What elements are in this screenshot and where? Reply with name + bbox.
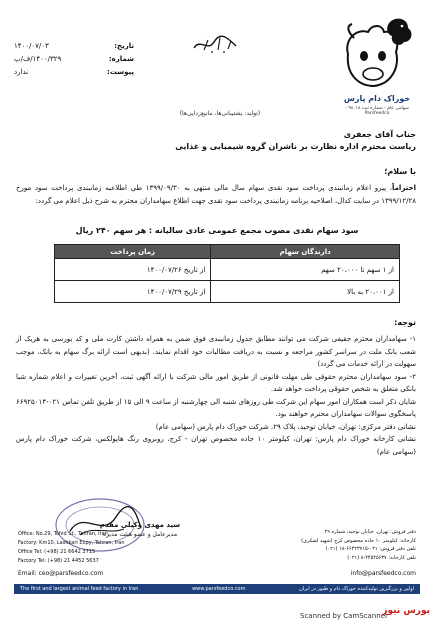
footer-banner bbox=[14, 584, 420, 594]
table-row bbox=[55, 281, 400, 303]
bourse-news-watermark: بورس نیوز bbox=[382, 606, 430, 616]
dividend-table-title: سود سهام نقدی مصوب مجمع عمومی عادی سالیانه : هر سهم ۲۴۰ ریال bbox=[75, 226, 359, 235]
attachment-label: پیوست: bbox=[107, 68, 134, 76]
table-header-row bbox=[55, 245, 400, 259]
footer-office-tel: Office Tel: (+98) 21 6642 3715 bbox=[18, 549, 96, 555]
basmala-calligraphy bbox=[190, 32, 240, 56]
body-lead: احتراماً bbox=[391, 184, 416, 192]
footer-email[interactable]: Email: ceo@parsfeedco.com bbox=[18, 570, 104, 577]
recipient-title: ریاست محترم اداره نظارت بر ناشران گروه شیمیایی و غذایی bbox=[175, 142, 416, 151]
note-item-4: نشانی دفتر مرکزی: تهران، خیابان توحید، پلاک ۲۹، شرکت خوراک دام پارس (سهامی عام) bbox=[155, 422, 416, 431]
footer-website[interactable]: info@parsfeedco.com bbox=[350, 570, 416, 577]
footer-office-en: Office: No.29, Tohid St., Tehran, Iran bbox=[18, 531, 108, 537]
letter-meta bbox=[14, 40, 134, 79]
logo-name: خوراک دام پارس bbox=[343, 94, 411, 103]
letter-body bbox=[16, 182, 416, 207]
footer-factory-en: Factory: Km10, Lashkari Expy, Tehran, Iran bbox=[18, 540, 125, 546]
footer-office-fa: دفتر فروش: تهران، خیابان توحید، شماره ۲۹ bbox=[324, 529, 416, 535]
banner-web[interactable]: www.parsfeedco.com bbox=[192, 586, 246, 592]
signatory-name: سید مهدی وکیلی مقدم bbox=[99, 521, 181, 529]
number-value: ۱۴۰۰/۳۲۹/ف/پ bbox=[14, 55, 62, 63]
banner-fa: اولین و بزرگترین تولیدکننده خوراک دام و طیور در ایران bbox=[299, 586, 414, 592]
recipient-name: جناب آقای جعفری bbox=[343, 130, 416, 139]
logo-subtitle: سهامی عام - شماره ثبت ۹۸۰۱۸ - Parsfeedco bbox=[345, 106, 409, 116]
body-text: ، پیرو اعلام زمانبندی پرداخت سود نقدی سهام سال مالی منتهی به ۱۳۹۹/۰۹/۳۰ طی اطلاعیه زمانبندی پرداخت سود مورخ ۱۳۹۹/۱۲/۲۸ در سایت کدال، اصلاحیه برنامه زمانبندی پرداخت سود نقدی جهت اطلاع سهامداران محترم به شرح ذیل اعلام می گردد: bbox=[16, 184, 416, 205]
meta-date-row bbox=[14, 40, 134, 53]
note-item-3: شایان ذکر است همکاران امور سهام این شرکت طی روزهای شنبه الی چهارشنبه از ساعت ۹ الی ۱۵ از طریق تلفن تماس ۰۲۱-۶۶۹۲۵۰۱۴ پاسخگوی سوالات سهامداران محترم خواهند بود. bbox=[16, 397, 416, 418]
footer-contact-en bbox=[18, 530, 158, 566]
cell-holders-2: از ۲۰،۰۰۱ به بالا bbox=[211, 281, 400, 303]
note-item-5: نشانی کارخانه خوراک دام پارس: تهران، کیلومتر ۱۰ جاده مخصوص تهران - کرج، روبروی رنگ هاپولکس، شرکت خوراک دام پارس (سهامی عام) bbox=[16, 435, 416, 456]
meta-number-row bbox=[14, 53, 134, 66]
company-logo bbox=[334, 14, 420, 104]
note-item-1: ۱- سهامداران محترم حقیقی شرکت می توانند مطابق جدول زمانبندی فوق ضمن به همراه داشتن کارت ملی و کد بورسی به هریک از شعب بانک ملت در سراسر کشور مراجعه و نسبت به دریافت مطالبات خود اقدام نمایند. (بدیهی است ارائه برگ سهام به بانک، موجب سهولت در ارائه خدمات می گردد) bbox=[16, 335, 416, 368]
footer-factory-fa: کارخانه: کیلومتر ۱۰ جاده مخصوص کرج (شهید لشکری) bbox=[301, 537, 416, 544]
date-value: ۱۴۰۰/۰۷/۰۳ bbox=[14, 42, 49, 50]
number-label: شماره: bbox=[108, 55, 134, 63]
note-item-2: ۲- سود سهامداران محترم حقوقی طی مهلت قانونی از طریق امور مالی شرکت با ارائه آگهی ثبت، آخرین تغییرات و اعلام شماره شبا بانکی متعلق به شخص حقوقی پرداخت خواهد شد. bbox=[16, 372, 416, 393]
header-shareholders: دارندگان سهام bbox=[211, 245, 400, 259]
footer-contact-fa bbox=[246, 528, 416, 562]
footer-factory-tel: Factory Tel: (+98) 21 4452 5637 bbox=[18, 558, 99, 564]
signatory-title: مدیرعامل و عضو هیئت مدیره bbox=[102, 531, 178, 538]
date-label: تاریخ: bbox=[114, 42, 134, 50]
top-note: (تولید: پشتیبانی‌ها، مانیع‌زدایی‌ها) bbox=[179, 110, 261, 117]
scanner-watermark: Scanned by CamScanner bbox=[300, 612, 388, 620]
banner-en: The first and largest animal feed factory in Iran bbox=[20, 586, 139, 592]
cell-date-2: از تاریخ ۱۴۰۰/۰۷/۲۹ bbox=[55, 281, 211, 303]
cell-date-1: از تاریخ ۱۴۰۰/۰۷/۲۶ bbox=[55, 259, 211, 281]
meta-attachment-row bbox=[14, 66, 134, 79]
notes-title: توجه: bbox=[394, 318, 416, 327]
cell-holders-1: از ۱ سهم تا ۲۰،۰۰۰ سهم bbox=[211, 259, 400, 281]
dividend-table bbox=[54, 244, 400, 303]
notes-list bbox=[16, 333, 416, 458]
table-row bbox=[55, 259, 400, 281]
attachment-value: ندارد bbox=[14, 68, 29, 76]
footer-factory-tel-fa: تلفن کارخانه: ۴۴۵۲۵۶۳۷-۸ (۰۲۱) bbox=[347, 554, 416, 561]
footer-office-tel-fa: تلفن دفتر فروش: ۰۲۱-۶۶۴۲۳۷۱۵-۱۸ (۰۲۱) bbox=[325, 546, 416, 552]
greeting: با سلام؛ bbox=[384, 167, 416, 176]
header-payment-time: زمان پرداخت bbox=[55, 245, 211, 259]
